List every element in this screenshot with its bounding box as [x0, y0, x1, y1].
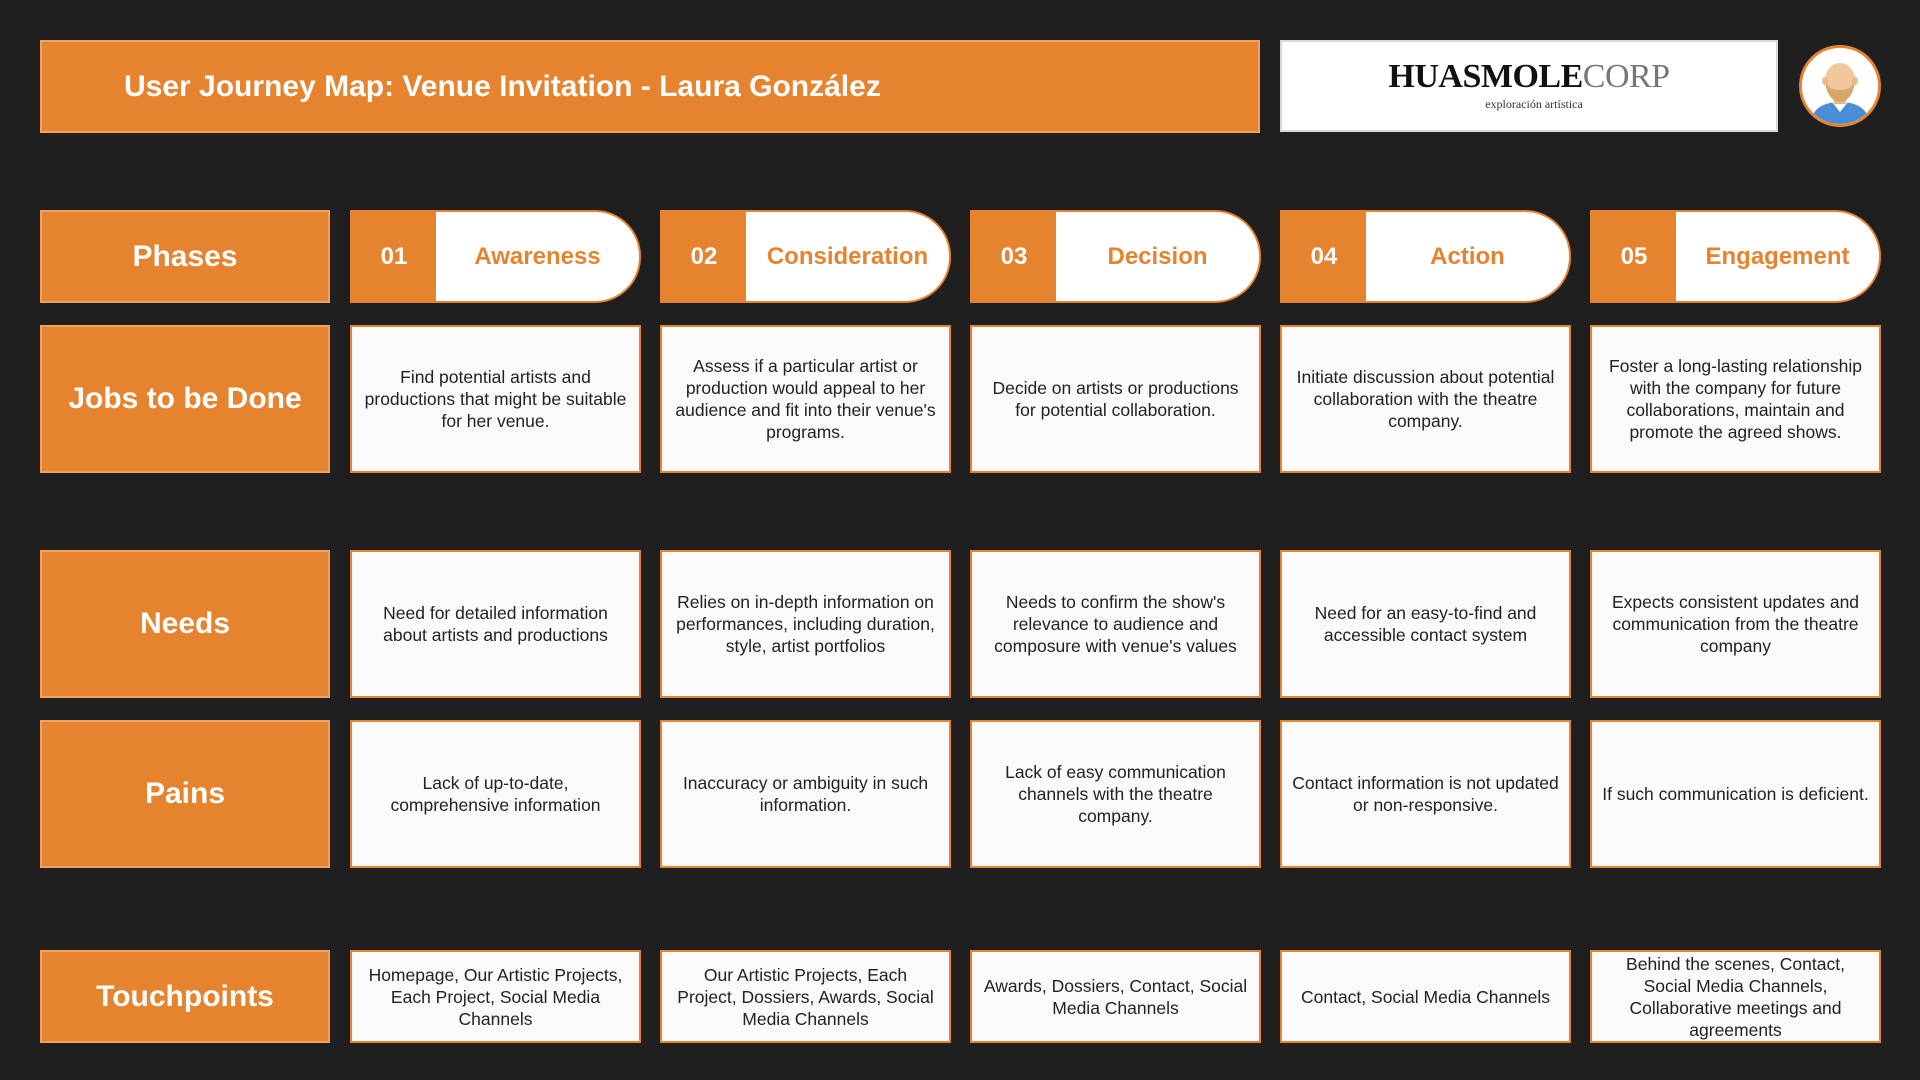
jobs-cell-consideration	[660, 325, 951, 473]
touchpoints-text: Our Artistic Projects, Each Project, Dossiers, Awards, Social Media Channels	[677, 964, 934, 1029]
touchpoints-cell-action	[1280, 950, 1571, 1043]
jobs-cell-decision	[970, 325, 1261, 473]
logo-wordmark-dark: HUASMOLE	[1388, 58, 1583, 95]
needs-text: Need for detailed information about artists and productions	[383, 603, 608, 645]
touchpoints-text: Homepage, Our Artistic Projects, Each Project, Social Media Channels	[368, 964, 623, 1029]
phase-name: Consideration	[766, 242, 929, 270]
jobs-text: Foster a long-lasting relationship with the company for future collaborations, maintain and promote the agreed shows.	[1609, 356, 1862, 442]
phase-number: 02	[662, 212, 746, 301]
page-title	[40, 40, 1260, 133]
page-title-text: User Journey Map: Venue Invitation - Laura González	[124, 69, 881, 103]
needs-cell-action	[1280, 550, 1571, 698]
pains-cell-consideration	[660, 720, 951, 868]
jobs-cell-action	[1280, 325, 1571, 473]
row-label-phases-text: Phases	[132, 239, 238, 273]
needs-cell-consideration	[660, 550, 951, 698]
needs-cell-awareness	[350, 550, 641, 698]
jobs-text: Initiate discussion about potential collaboration with the theatre company.	[1296, 367, 1555, 431]
touchpoints-text: Behind the scenes, Contact, Social Media Channels, Collaborative meetings and agreements	[1626, 953, 1845, 1040]
jobs-cell-engagement	[1590, 325, 1881, 473]
phase-decision	[970, 210, 1261, 303]
jobs-text: Decide on artists or productions for potential collaboration.	[992, 378, 1239, 420]
logo-tagline: exploración artística	[1485, 97, 1583, 111]
pains-cell-action	[1280, 720, 1571, 868]
needs-cell-decision	[970, 550, 1261, 698]
phase-number: 01	[352, 212, 436, 301]
phase-number: 04	[1282, 212, 1366, 301]
row-label-jobs-text: Jobs to be Done	[68, 382, 302, 415]
pains-text: Lack of up-to-date, comprehensive information	[390, 773, 601, 815]
row-label-jobs	[40, 325, 330, 473]
touchpoints-cell-awareness	[350, 950, 641, 1043]
logo-wordmark	[1388, 60, 1669, 94]
row-label-touchpoints	[40, 950, 330, 1043]
row-label-needs	[40, 550, 330, 698]
touchpoints-cell-consideration	[660, 950, 951, 1043]
pains-cell-engagement	[1590, 720, 1881, 868]
jobs-text: Find potential artists and productions that might be suitable for her venue.	[364, 367, 627, 431]
jobs-cell-awareness	[350, 325, 641, 473]
row-label-phases	[40, 210, 330, 303]
company-logo	[1280, 40, 1778, 132]
user-avatar-icon	[1799, 45, 1881, 127]
pains-text: Inaccuracy or ambiguity in such information.	[682, 773, 929, 815]
pains-cell-decision	[970, 720, 1261, 868]
phase-consideration	[660, 210, 951, 303]
pains-text: Lack of easy communication channels with the theatre company.	[1005, 762, 1226, 826]
touchpoints-cell-engagement	[1590, 950, 1881, 1043]
row-label-pains-text: Pains	[144, 777, 226, 810]
needs-text: Needs to confirm the show's relevance to audience and composure with venue's values	[994, 592, 1237, 656]
row-label-pains	[40, 720, 330, 868]
row-label-touchpoints-text: Touchpoints	[96, 979, 274, 1013]
logo-wordmark-light: CORP	[1582, 58, 1670, 95]
touchpoints-cell-decision	[970, 950, 1261, 1043]
needs-text: Relies on in-depth information on performances, including duration, style, artist portfolios	[676, 592, 935, 656]
phase-action	[1280, 210, 1571, 303]
phase-number: 03	[972, 212, 1056, 301]
jobs-text: Assess if a particular artist or production would appeal to her audience and fit into their venue's programs.	[675, 356, 936, 442]
needs-text: Expects consistent updates and communication from the theatre company	[1611, 592, 1860, 656]
phase-name: Decision	[1107, 242, 1208, 270]
phase-name: Action	[1430, 242, 1505, 270]
phase-awareness	[350, 210, 641, 303]
phase-engagement	[1590, 210, 1881, 303]
touchpoints-text: Contact, Social Media Channels	[1300, 986, 1551, 1007]
phase-number: 05	[1592, 212, 1676, 301]
pains-text: Contact information is not updated or non-responsive.	[1292, 773, 1559, 815]
avatar-illustration	[1802, 48, 1878, 124]
phase-name: Awareness	[474, 242, 601, 270]
needs-cell-engagement	[1590, 550, 1881, 698]
pains-text: If such communication is deficient.	[1602, 784, 1869, 804]
pains-cell-awareness	[350, 720, 641, 868]
phase-name: Engagement	[1705, 242, 1850, 270]
needs-text: Need for an easy-to-find and accessible contact system	[1314, 603, 1537, 645]
touchpoints-text: Awards, Dossiers, Contact, Social Media Channels	[983, 975, 1248, 1018]
row-label-needs-text: Needs	[139, 607, 231, 640]
